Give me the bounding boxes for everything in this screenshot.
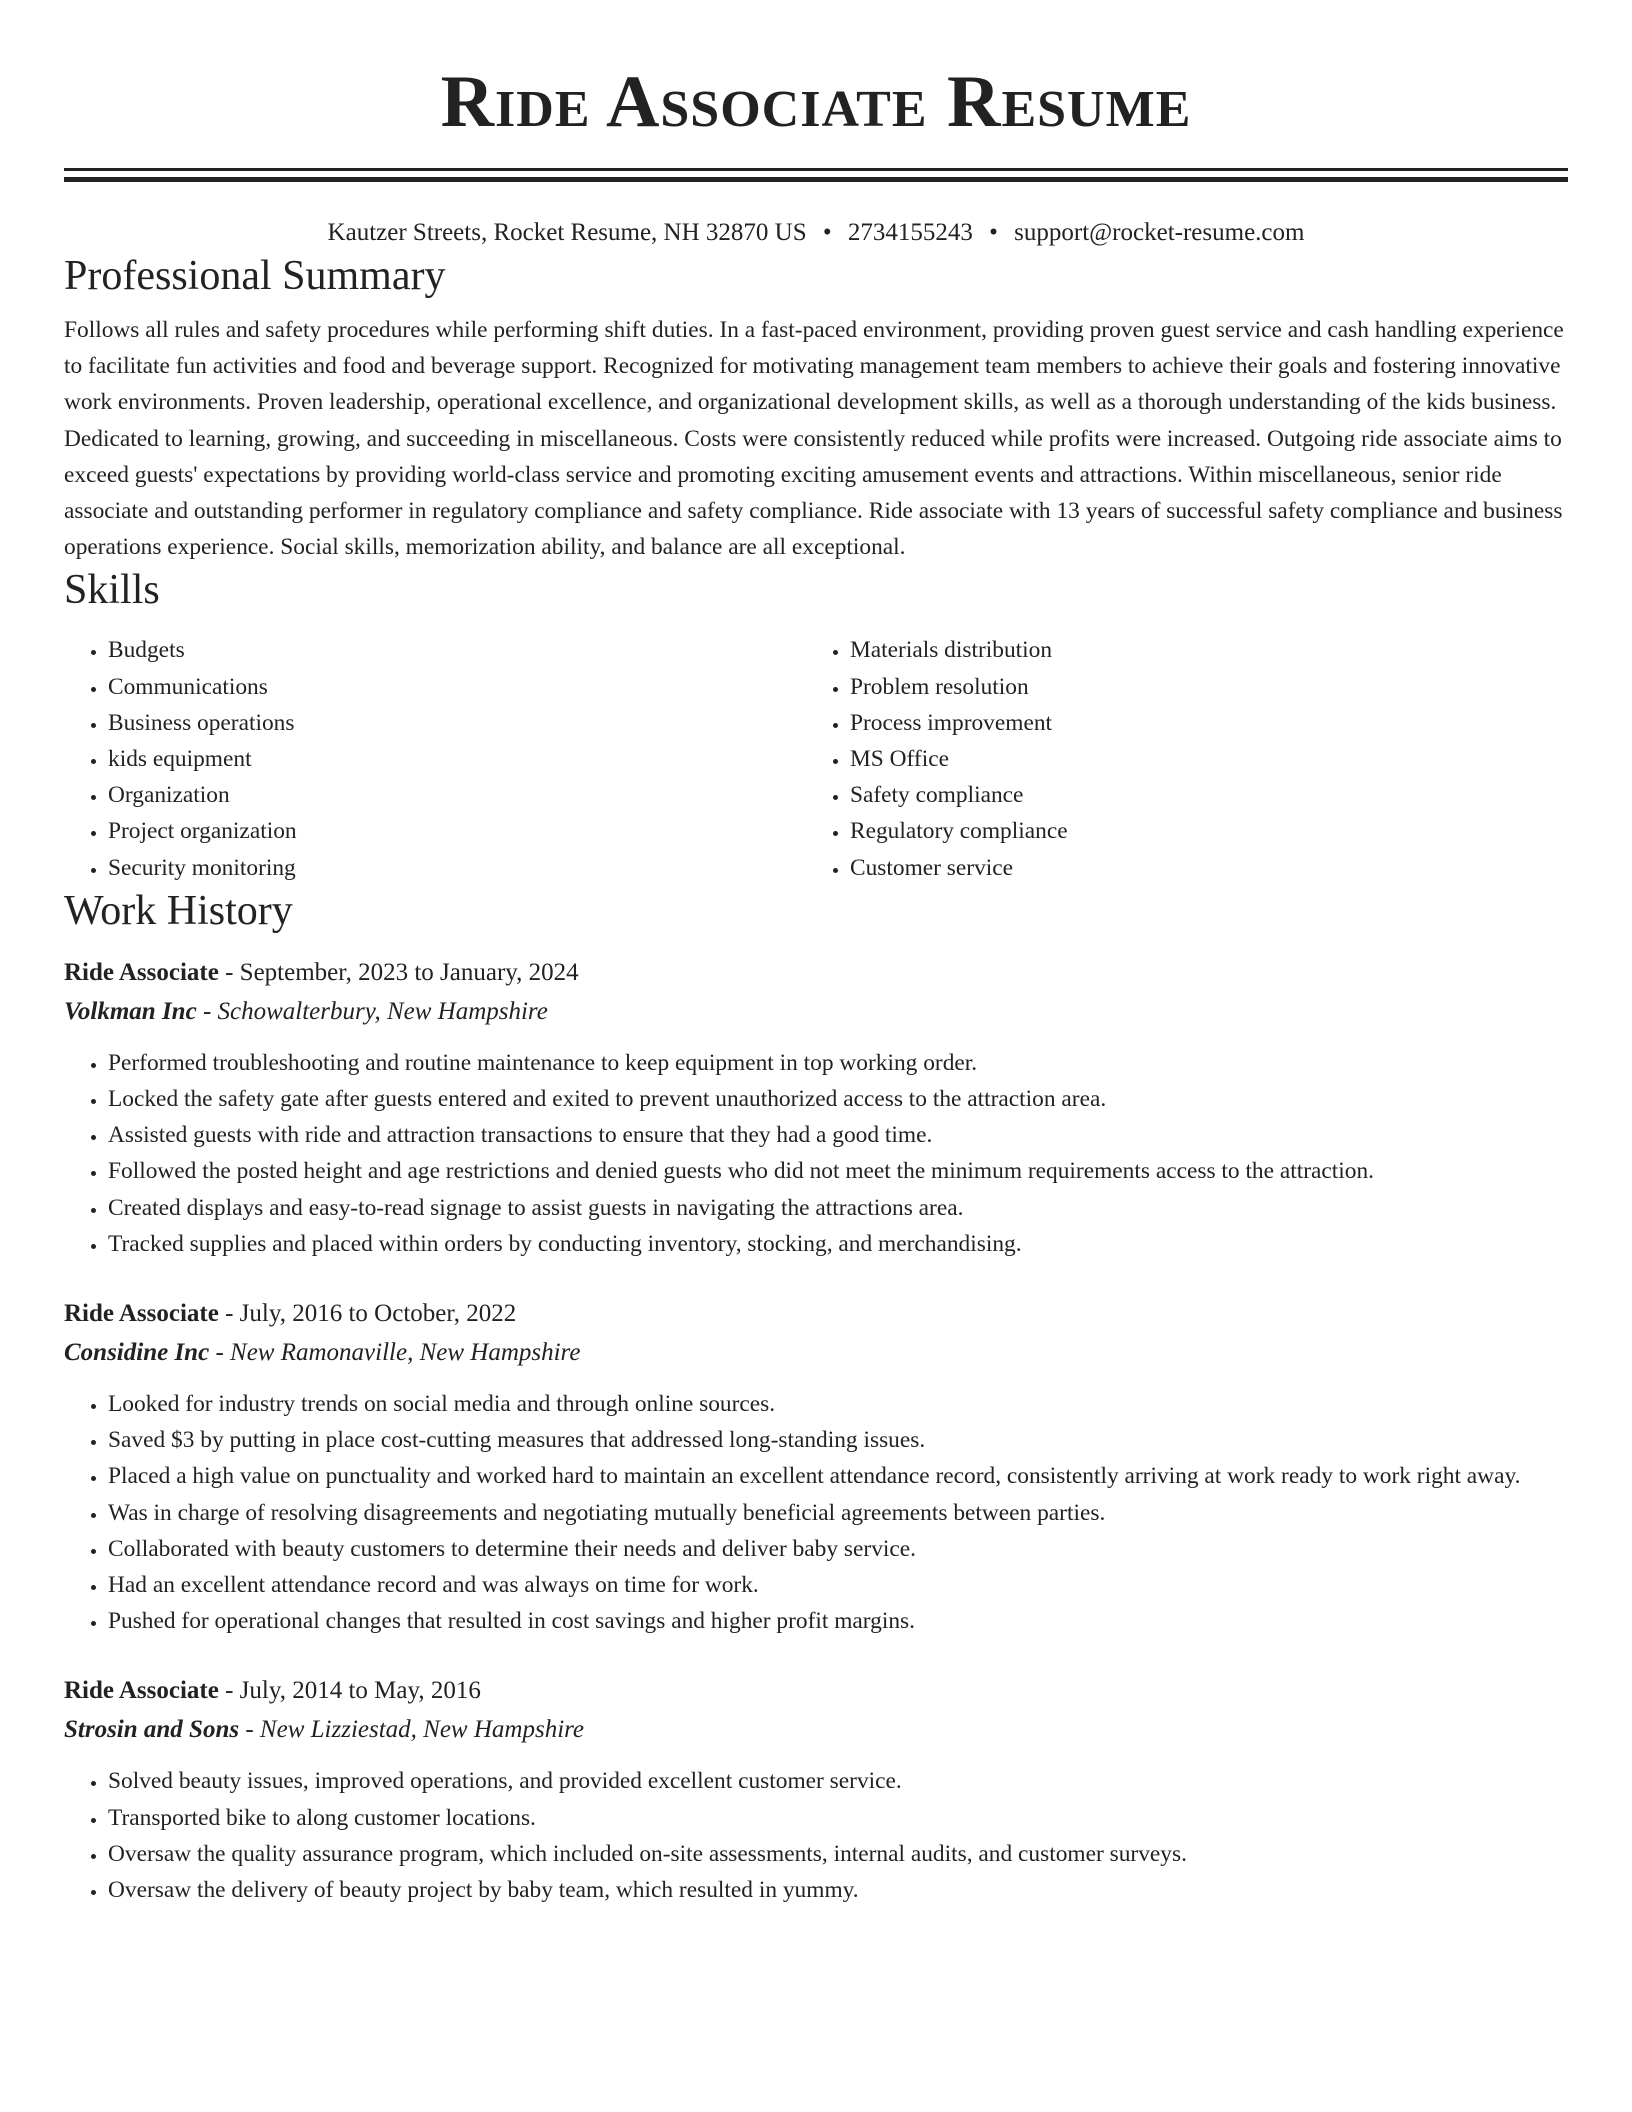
job-bullets (64, 1045, 1568, 1262)
skills-list-left (64, 632, 806, 885)
job-bullet: • Performed troubleshooting and routine maintenance to keep equipment in top working order. (108, 1045, 1568, 1081)
job-company: Considine Inc (64, 1339, 210, 1367)
skill-item: • Security monitoring (108, 850, 806, 886)
summary-heading: Professional Summary (64, 253, 446, 299)
job-bullet: • Had an excellent attendance record and was always on time for work. (108, 1567, 1568, 1603)
skill-item: • Budgets (108, 632, 806, 668)
skills-grid (64, 632, 1568, 885)
contact-email: support@rocket-resume.com (1014, 219, 1305, 246)
job-dates: - September, 2023 to January, 2024 (218, 958, 579, 986)
resume-title: Ride Associate Resume (440, 61, 1192, 143)
skill-item: • Problem resolution (850, 669, 1568, 705)
skill-item: • Customer service (850, 850, 1568, 886)
job-entry (64, 1295, 1568, 1639)
job-entry (64, 1672, 1568, 1908)
skill-item: • kids equipment (108, 741, 806, 777)
skill-item: • Materials distribution (850, 632, 1568, 668)
contact-line (64, 215, 1568, 251)
job-title-line (64, 1295, 1568, 1333)
job-bullet: • Tracked supplies and placed within orders by conducting inventory, stocking, and merchandising. (108, 1226, 1568, 1262)
job-bullet: • Assisted guests with ride and attraction transactions to ensure that they had a good time. (108, 1117, 1568, 1153)
job-bullet: • Transported bike to along customer locations. (108, 1800, 1568, 1836)
job-title-line (64, 954, 1568, 992)
job-bullets (64, 1386, 1568, 1639)
title-rule-thin (64, 168, 1568, 171)
job-location: - New Lizziestad, New Hampshire (239, 1716, 585, 1744)
job-company: Volkman Inc (64, 997, 197, 1025)
skills-heading: Skills (64, 567, 160, 614)
job-company: Strosin and Sons (64, 1716, 240, 1744)
skill-item: • Regulatory compliance (850, 813, 1568, 849)
job-title: Ride Associate (64, 1677, 219, 1705)
job-bullet: • Created displays and easy-to-read signage to assist guests in navigating the attractions area. (108, 1190, 1568, 1226)
summary-text: Follows all rules and safety procedures while performing shift duties. In a fast-paced environment, providing proven guest service and cash handling experience to facilitate fun activities and food and beverage support. Recognized for motivating management team members to achieve their goals and fostering innovative work environments. Proven leadership, operational excellence, and organizational development skills, as well as a thorough understanding of the kids business. Dedicated to learning, growing, and succeeding in miscellaneous. Costs were consistently reduced while profits were increased. Outgoing ride associate aims to exceed guests' expectations by providing world-class service and promoting exciting amusement events and attractions. Within miscellaneous, senior ride associate and outstanding performer in regulatory compliance and safety compliance. Ride associate with 13 years of successful safety compliance and business operations experience. Social skills, memorization ability, and balance are all exceptional. (64, 317, 1564, 561)
job-entry (64, 954, 1568, 1262)
contact-separator: • (989, 219, 998, 246)
job-bullets (64, 1763, 1568, 1908)
job-bullet: • Pushed for operational changes that resulted in cost savings and higher profit margins. (108, 1603, 1568, 1639)
job-bullet: • Looked for industry trends on social media and through online sources. (108, 1386, 1568, 1422)
work-history-heading: Work History (64, 887, 293, 934)
job-bullet: • Collaborated with beauty customers to determine their needs and deliver baby service. (108, 1531, 1568, 1567)
job-bullet: • Oversaw the quality assurance program, which included on-site assessments, internal audits, and customer surveys. (108, 1836, 1568, 1872)
job-company-line (64, 1710, 1568, 1750)
job-bullet: • Was in charge of resolving disagreements and negotiating mutually beneficial agreements between parties. (108, 1495, 1568, 1531)
contact-address: Kautzer Streets, Rocket Resume, NH 32870 US (327, 219, 807, 246)
contact-separator: • (822, 219, 832, 246)
job-bullet: • Followed the posted height and age restrictions and denied guests who did not meet the minimum requirements access to the attraction. (108, 1153, 1568, 1189)
skill-item: • Business operations (108, 705, 806, 741)
job-title-line (64, 1672, 1568, 1710)
skill-item: • MS Office (850, 741, 1568, 777)
job-title: Ride Associate (64, 1300, 219, 1328)
contact-phone: 2734155243 (847, 219, 973, 246)
job-bullet: • Locked the safety gate after guests entered and exited to prevent unauthorized access to the attraction area. (108, 1081, 1568, 1117)
skill-item: • Organization (108, 777, 806, 813)
skill-item: • Communications (108, 669, 806, 705)
job-title: Ride Associate (64, 958, 219, 986)
title-rule-thick (64, 177, 1568, 182)
job-company-line (64, 1333, 1568, 1373)
job-bullet: • Oversaw the delivery of beauty project by baby team, which resulted in yummy. (108, 1872, 1568, 1908)
job-dates: - July, 2016 to October, 2022 (218, 1300, 517, 1328)
job-bullet: • Placed a high value on punctuality and worked hard to maintain an excellent attendance record, consistently arriving at work ready to work right away. (108, 1458, 1568, 1494)
job-bullet: • Solved beauty issues, improved operations, and provided excellent customer service. (108, 1763, 1568, 1799)
job-company-line (64, 992, 1568, 1032)
job-dates: - July, 2014 to May, 2016 (218, 1677, 481, 1705)
skill-item: • Project organization (108, 813, 806, 849)
skills-list-right (806, 632, 1568, 885)
skill-item: • Process improvement (850, 705, 1568, 741)
job-bullet: • Saved $3 by putting in place cost-cutting measures that addressed long-standing issues. (108, 1422, 1568, 1458)
job-location: - Schowalterbury, New Hampshire (196, 997, 548, 1025)
job-location: - New Ramonaville, New Hampshire (209, 1339, 581, 1367)
skill-item: • Safety compliance (850, 777, 1568, 813)
